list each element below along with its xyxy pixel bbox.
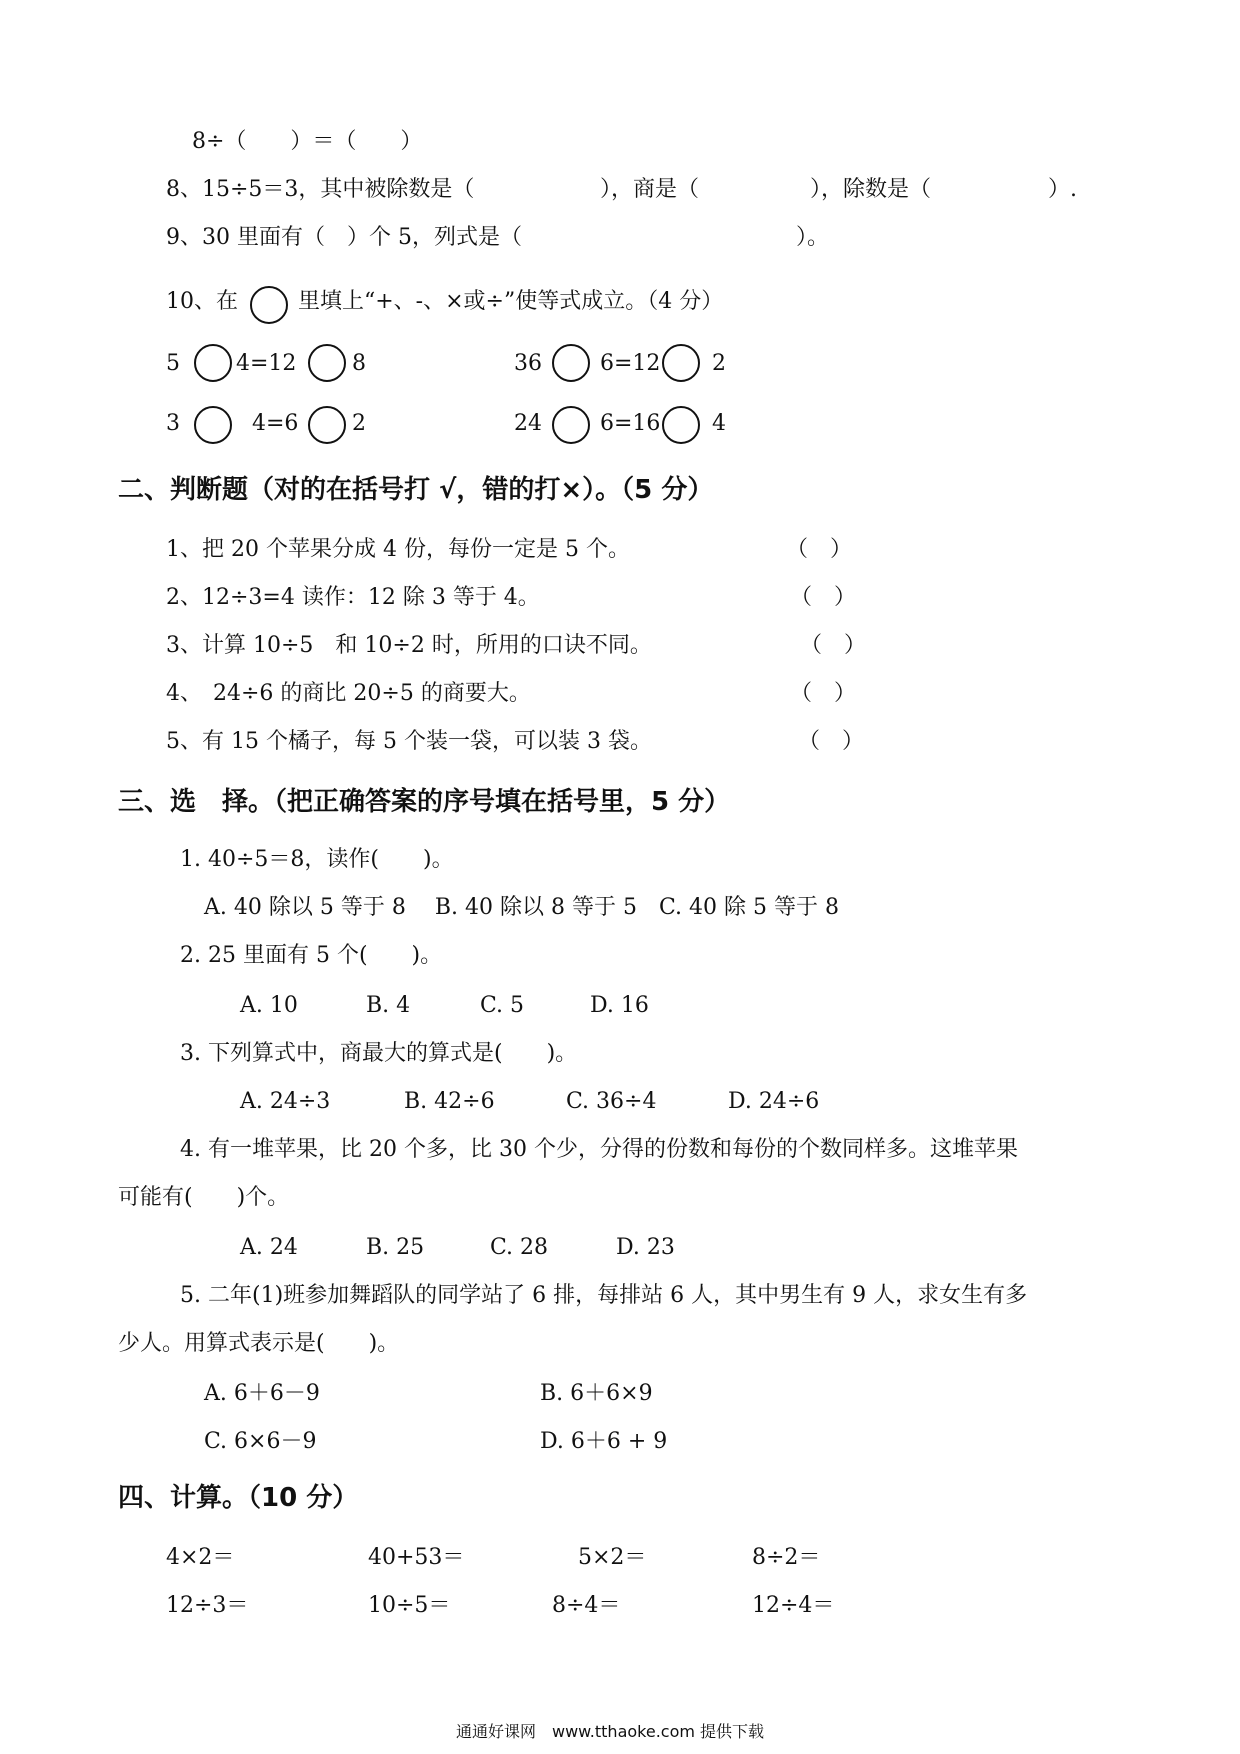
choice-q5-option-b: B. 6＋6×9 — [540, 1381, 653, 1406]
q10-r1-right-a: 36 — [514, 351, 542, 376]
choice-q3-option-b: B. 42÷6 — [404, 1089, 495, 1114]
q10-r2-left-c: 2 — [352, 411, 366, 436]
calc-r1-c4: 8÷2＝ — [752, 1545, 821, 1570]
blank-circle-icon — [250, 286, 288, 324]
choice-q2-option-b: B. 4 — [366, 993, 411, 1018]
judge-bracket-1: （ ） — [786, 537, 853, 562]
q9-text: 9、30 里面有（ ）个 5，列式是（ — [166, 225, 522, 250]
choice-q3-option-c: C. 36÷4 — [566, 1089, 657, 1114]
blank-circle-icon — [662, 406, 700, 444]
choice-q5-stem-line2: 少人。用算式表示是( )。 — [118, 1331, 400, 1356]
q8-prefix: 8、15÷5＝3，其中被除数是（ — [166, 177, 475, 202]
calc-r2-c2: 10÷5＝ — [368, 1593, 451, 1618]
judge-bracket-3: （ ） — [800, 633, 867, 658]
section-4-heading: 四、计算。（10 分） — [118, 1483, 359, 1513]
q10-r2-right-c: 4 — [712, 411, 726, 436]
judge-item-5: 5、有 15 个橘子，每 5 个装一袋，可以装 3 袋。 — [166, 729, 652, 754]
judge-item-1: 1、把 20 个苹果分成 4 份，每份一定是 5 个。 — [166, 537, 630, 562]
q10-r2-right-a: 24 — [514, 411, 542, 436]
calc-r2-c1: 12÷3＝ — [166, 1593, 249, 1618]
choice-q3-stem: 3. 下列算式中，商最大的算式是( )。 — [180, 1041, 578, 1066]
choice-q4-option-c: C. 28 — [490, 1235, 549, 1260]
choice-q2-option-a: A. 10 — [240, 993, 298, 1018]
choice-q4-option-d: D. 23 — [616, 1235, 675, 1260]
q10-prefix: 10、在 — [166, 289, 238, 314]
section-3-heading: 三、选 择。（把正确答案的序号填在括号里，5 分） — [118, 787, 731, 817]
blank-circle-icon — [308, 344, 346, 382]
choice-q4-stem-line2: 可能有( )个。 — [118, 1185, 290, 1210]
blank-circle-icon — [194, 344, 232, 382]
choice-q2-stem: 2. 25 里面有 5 个( )。 — [180, 943, 443, 968]
choice-q4-option-b: B. 25 — [366, 1235, 425, 1260]
choice-q5-option-d: D. 6＋6 + 9 — [540, 1429, 668, 1454]
choice-q5-option-a: A. 6＋6－9 — [204, 1381, 320, 1406]
q8-divisor-label: ），除数是（ — [810, 177, 932, 202]
page-footer: 通通好课网 www.tthaoke.com 提供下载 — [456, 1722, 765, 1741]
q9-end: ）。 — [796, 225, 830, 250]
q8-quotient-label: ），商是（ — [600, 177, 700, 202]
q10-r2-left-b: 4=6 — [252, 411, 299, 436]
choice-q4-stem-line1: 4. 有一堆苹果，比 20 个多，比 30 个少，分得的份数和每份的个数同样多。这堆苹果 — [180, 1137, 1018, 1162]
choice-q1-options: A. 40 除以 5 等于 8 B. 40 除以 8 等于 5 C. 40 除 5 等于 8 — [204, 895, 839, 920]
choice-q3-option-a: A. 24÷3 — [240, 1089, 331, 1114]
judge-bracket-4: （ ） — [790, 681, 857, 706]
calc-r1-c3: 5×2＝ — [578, 1545, 647, 1570]
q10-r2-right-b: 6=16 — [600, 411, 661, 436]
judge-item-3: 3、计算 10÷5 和 10÷2 时，所用的口诀不同。 — [166, 633, 652, 658]
blank-circle-icon — [662, 344, 700, 382]
judge-item-2: 2、12÷3=4 读作：12 除 3 等于 4。 — [166, 585, 540, 610]
blank-circle-icon — [552, 406, 590, 444]
calc-r2-c4: 12÷4＝ — [752, 1593, 835, 1618]
q10-r1-left-c: 8 — [352, 351, 366, 376]
choice-q2-option-d: D. 16 — [590, 993, 649, 1018]
q7-tail: 8÷（ ）＝（ ） — [192, 129, 423, 154]
choice-q3-option-d: D. 24÷6 — [728, 1089, 820, 1114]
q10-r1-left-b: 4=12 — [236, 351, 297, 376]
choice-q4-option-a: A. 24 — [240, 1235, 298, 1260]
judge-bracket-2: （ ） — [790, 585, 857, 610]
q10-suffix: 里填上“+、-、×或÷”使等式成立。（4 分） — [298, 289, 724, 314]
q8-end: ）. — [1048, 177, 1077, 202]
calc-r2-c3: 8÷4＝ — [552, 1593, 621, 1618]
blank-circle-icon — [194, 406, 232, 444]
choice-q2-option-c: C. 5 — [480, 993, 525, 1018]
q10-r1-right-b: 6=12 — [600, 351, 661, 376]
calc-r1-c2: 40+53＝ — [368, 1545, 465, 1570]
blank-circle-icon — [552, 344, 590, 382]
choice-q5-stem-line1: 5. 二年(1)班参加舞蹈队的同学站了 6 排，每排站 6 人，其中男生有 9 人，求女生有多 — [180, 1283, 1028, 1308]
choice-q1-stem: 1. 40÷5＝8，读作( )。 — [180, 847, 454, 872]
q10-r1-left-a: 5 — [166, 351, 180, 376]
blank-circle-icon — [308, 406, 346, 444]
q10-r2-left-a: 3 — [166, 411, 180, 436]
judge-item-4: 4、 24÷6 的商比 20÷5 的商要大。 — [166, 681, 531, 706]
q10-r1-right-c: 2 — [712, 351, 726, 376]
calc-r1-c1: 4×2＝ — [166, 1545, 235, 1570]
section-2-heading: 二、判断题（对的在括号打 √，错的打×）。（5 分） — [118, 475, 714, 505]
choice-q5-option-c: C. 6×6－9 — [204, 1429, 317, 1454]
judge-bracket-5: （ ） — [798, 729, 865, 754]
